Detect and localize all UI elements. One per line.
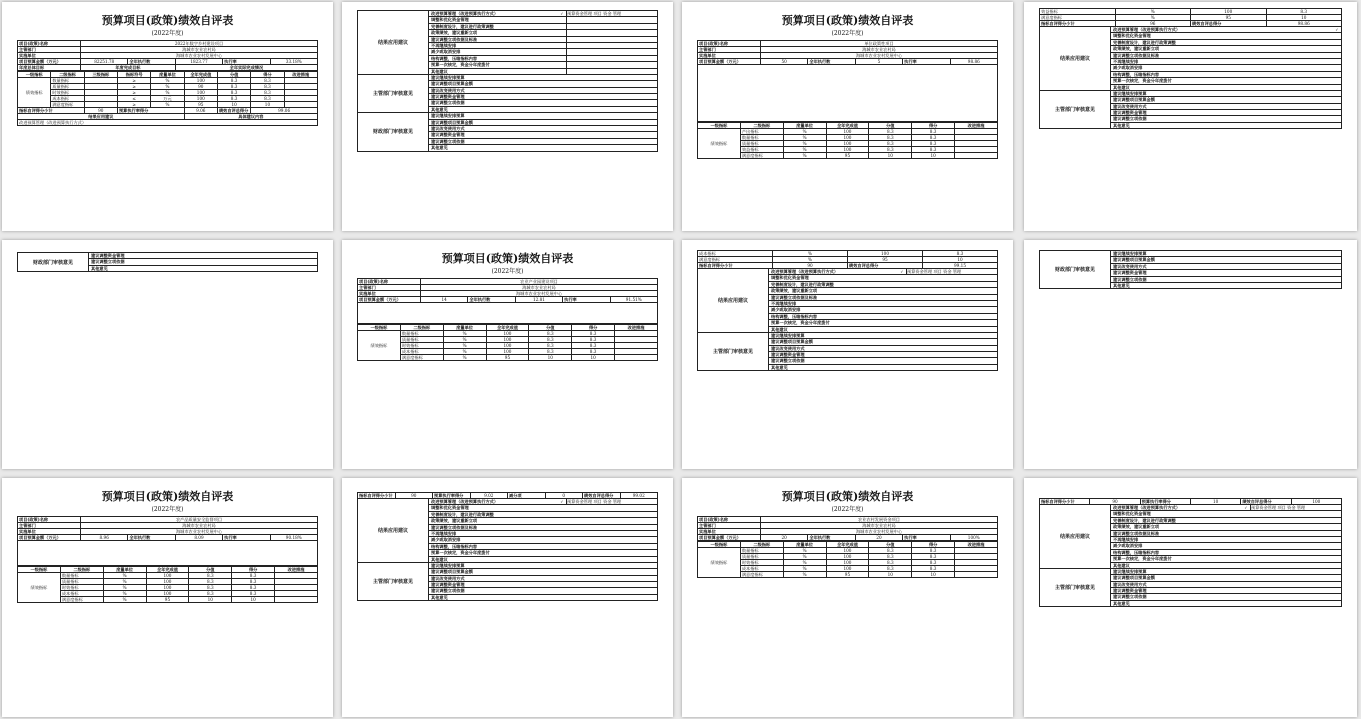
page-title: 预算项目(政策)绩效自评表	[101, 14, 234, 27]
header-table: 项目(政策)名称 农产品质量安全监督项目 主管部门 海城市农业农村局 实施单位 海城市农业农村发展中心 项目预算金额（万元） 8.96 全年执行数 8.09 执行率 90.18%	[17, 516, 318, 541]
indicator-table: 一级指标 二级指标 度量单位 全年完成值 分值 得分 改进措施 绩效指标 数量指标 % 100 8.3 8.3 质量指标 % 100 8.3 8.3 时效指标 % 100 8.3 8.3 成本指标 % 100 8.3 8.3 满意度指标 % 95 10 10	[17, 566, 318, 603]
goal-paragraph	[357, 303, 658, 324]
table-row: 时效指标 ≥ % 100 8.3 8.3	[18, 90, 318, 96]
table-row: 满意度指标 % 95 10	[1040, 15, 1342, 21]
dept-section: 主管部门审核意见 建议继续安排预算 建议调整项目预算金额 建议改变使用方式 建议调整资金管理 建议调整立项依据 其他意见	[697, 333, 998, 371]
finance-section: 财政部门审核意见 建议调整资金管理 建议调整立项依据 其他意见	[17, 252, 318, 272]
table-row: 满意度指标 ≥ % 95 10 10	[18, 102, 318, 108]
header-table: 项目(政策)名称 2022年数字乡村建设项目 主管部门 海城市农业农村局 实施单位 海城市农业农村发展中心 项目预算金额（万元） 82251.78 全年执行数 1823.77 执行率 33.18% 年度总体目标 年度完成目标 全年实际完成情况	[17, 40, 318, 71]
page-year: (2022年度)	[151, 30, 184, 37]
table-row: 满意度指标 % 95 10 10	[698, 153, 998, 159]
table-row: 成本指标 % 100 8.3	[698, 251, 998, 257]
dept-section: 主管部门审核意见 建议继续安排预算 建议调整项目预算金额 建议改变使用方式 建议调整资金管理 建议调整立项依据 其他意见	[1039, 569, 1342, 607]
dept-section: 主管部门审核意见 建议继续安排预算 建议调整项目预算金额 建议改变使用方式 建议调整资金管理 建议调整立项依据 其他意见	[1039, 91, 1342, 129]
indicator-table: 一级指标 二级指标 度量单位 全年完成值 分值 得分 改进措施 绩效指标 数量指标 % 100 8.3 8.3 质量指标 % 100 8.3 8.3 时效指标 % 100 8.3 8.3 成本指标 % 100 8.3 8.3 满意度指标 % 95 10 10	[697, 541, 998, 578]
table-row: 成本指标 % 100 8.3 8.3	[18, 591, 318, 597]
page-thumbnail[interactable]	[682, 240, 1013, 469]
header-table: 项目(政策)名称 单位政策性项目 主管部门 海城市农业农村局 实施单位 海城市农业农村发展中心 项目预算金额（万元） 50 全年执行数 5 执行率 98.86	[697, 40, 998, 65]
page-thumbnail[interactable]: 预算项目(政策)绩效自评表 (2022年度) 项目(政策)名称 农业产业园建设项目 主管部门 海城市农业农村局 实施单位 海城市农业农村发展中心 项目预算金额（万元） 14 全年执行数 12.81 执行率 91.51% 一级指标 二级指标 度量单位 全年完成值 分值 得分 改进措施 绩效指标 数量指标 % 100 8.3 8.3 质量指标 % 100 8.3 8.3 时效指标 % 100 8.3 8.3 成本指标 % 100 8.3 8.3 满意度指标 % 95 10 10	[342, 240, 673, 469]
table-row: 时效指标 % 100 8.3 8.3	[358, 343, 658, 349]
finance-section: 财政部门审核意见 建议继续安排预算 建议调整项目预算金额 建议改变使用方式 建议调整资金管理 建议调整立项依据 其他意见	[357, 113, 658, 151]
table-row: 绩效指标 数量指标 % 100 8.3 8.3	[698, 548, 998, 554]
table-row: 质量指标 % 100 8.3 8.3	[18, 579, 318, 585]
indicator-table-continued: 效益指标 % 100 8.3 满意度指标 % 95 10 指标自评得分小计 96 绩效自评总得分 98.86	[1039, 8, 1342, 27]
indicator-table-continued: 成本指标 % 100 8.3 满意度指标 % 95 10 指标自评得分小计 90 绩效自评总得分 99.15	[697, 250, 998, 269]
table-row: 成本指标 % 100 8.3 8.3	[698, 566, 998, 572]
page-title: 预算项目(政策)绩效自评表	[441, 252, 574, 265]
table-row: 绩效指标 数量指标 % 100 8.3 8.3	[18, 573, 318, 579]
table-row: 效益指标 % 100 8.3 8.3	[698, 147, 998, 153]
page-thumbnail[interactable]	[342, 2, 673, 231]
goal-paragraph	[17, 541, 318, 566]
page-thumbnail[interactable]: 预算项目(政策)绩效自评表 (2022年度) 项目(政策)名称 单位政策性项目 主管部门 海城市农业农村局 实施单位 海城市农业农村发展中心 项目预算金额（万元） 50 全年执行数 5 执行率 98.86 一级指标 二级指标 度量单位 全年完成值 分值 得分 改进措施 绩效指标 产出指标 % 100 8.3 8.3 数量指标 % 100 8.3 8.3 质量指标 % 100 8.3 8.3 效益指标 % 100 8.3 8.3 满意度指标 % 95 10 10	[682, 2, 1013, 231]
table-row: 满意度指标 % 95 10 10	[358, 355, 658, 361]
page-thumbnail[interactable]	[2, 2, 333, 231]
page-title: 预算项目(政策)绩效自评表	[781, 14, 914, 27]
table-row: 效益指标 % 100 8.3	[1040, 9, 1342, 15]
table-row: 时效指标 % 100 8.3 8.3	[18, 585, 318, 591]
suggest-section: 结果应用建议 改进预算管理（改进预算执行方式） ✓ 调整和优化资金管理 完善制度设计，建议进行政策调整 政策绩效，建议重新立项 建议调整立项依据及标准 不再继续安排 减少或取消安排 结构调整，压缩指标内容 预算一次核定，资金分年度拨付 其他建议	[1039, 27, 1342, 91]
table-row: 成本指标 % 100 8.3 8.3	[358, 349, 658, 355]
goal-paragraph	[697, 65, 998, 122]
page-title: 预算项目(政策)绩效自评表	[101, 490, 234, 503]
page-thumbnail[interactable]: 预算项目(政策)绩效自评表 (2022年度) 项目(政策)名称 农业农村发展资金项目 主管部门 海城市农业农村局 实施单位 海城市农业农村发展中心 项目预算金额（万元） 20 全年执行数 20 执行率 100% 一级指标 二级指标 度量单位 全年完成值 分值 得分 改进措施 绩效指标 数量指标 % 100 8.3 8.3 质量指标 % 100 8.3 8.3 时效指标 % 100 8.3 8.3 成本指标 % 100 8.3 8.3 满意度指标 % 95 10 10	[682, 478, 1013, 717]
table-row: 质量指标 % 100 8.3 8.3	[698, 141, 998, 147]
table-row: 满意度指标 % 95 10 10	[698, 572, 998, 578]
page-thumbnail[interactable]: 预算项目(政策)绩效自评表 (2022年度) 项目(政策)名称 农产品质量安全监督项目 主管部门 海城市农业农村局 实施单位 海城市农业农村发展中心 项目预算金额（万元） 8.96 全年执行数 8.09 执行率 90.18% 一级指标 二级指标 度量单位 全年完成值 分值 得分 改进措施 绩效指标 数量指标 % 100 8.3 8.3 质量指标 % 100 8.3 8.3 时效指标 % 100 8.3 8.3 成本指标 % 100 8.3 8.3 满意度指标 % 95 10 10	[2, 478, 333, 717]
table-row: 数量指标 % 100 8.3 8.3	[698, 135, 998, 141]
table-row: 时效指标 % 100 8.3 8.3	[698, 560, 998, 566]
table-row: 满意度指标 % 95 10 10	[18, 597, 318, 603]
suggest-section: 结果应用建议 改进预算管理（改进预算执行方式） ✓ 预算资金管理 项目 资金 管理 调整和优化资金管理 完善制度设计，建议进行政策调整 政策绩效，建议重新立项 建议调整立项依据及标准 不再继续安排 减少或取消安排 结构调整，压缩指标内容 预算一次核定，资金分年度拨付 其他建议	[697, 269, 998, 333]
dept-section: 主管部门审核意见 建议继续安排预算 建议调整项目预算金额 建议改变使用方式 建议调整资金管理 建议调整立项依据 其他意见	[357, 563, 658, 601]
page-thumbnail[interactable]	[2, 240, 333, 469]
table-row: 绩效指标 产出指标 % 100 8.3 8.3	[698, 129, 998, 135]
page-thumbnail[interactable]	[1024, 478, 1357, 717]
page-title: 预算项目(政策)绩效自评表	[781, 490, 914, 503]
score-summary: 指标自评得分小计 90 预算执行率得分 9.02 减分项 0 绩效自评总得分 99.02	[357, 492, 658, 499]
dept-section: 主管部门审核意见 建议继续安排预算 建议调整项目预算金额 建议改变使用方式 建议调整资金管理 建议调整立项依据 其他意见	[357, 75, 658, 113]
page-thumbnail[interactable]	[342, 478, 673, 717]
suggest-section: 结果应用建议 改进预算管理（改进预算执行方式） ✓ 预算资金管理 项目 资金 管理 调整和优化资金管理 完善制度设计，建议进行政策调整 政策绩效，建议重新立项 建议调整立项依据及标准 不再继续安排 减少或取消安排 结构调整，压缩指标内容 预算一次核定，资金分年度拨付 其他建议	[1039, 505, 1342, 569]
table-row: 质量指标 % 100 8.3 8.3	[358, 337, 658, 343]
table-row: 绩效指标 数量指标 % 100 8.3 8.3	[358, 331, 658, 337]
page-thumbnail[interactable]	[1024, 2, 1357, 231]
table-row: 质量指标 ≥ % 90 8.3 8.3	[18, 84, 318, 90]
indicator-table: 一级指标 二级指标 度量单位 全年完成值 分值 得分 改进措施 绩效指标 数量指标 % 100 8.3 8.3 质量指标 % 100 8.3 8.3 时效指标 % 100 8.3 8.3 成本指标 % 100 8.3 8.3 满意度指标 % 95 10 10	[357, 324, 658, 361]
finance-section: 财政部门审核意见 建议继续安排预算 建议调整项目预算金额 建议改变使用方式 建议调整资金管理 建议调整立项依据 其他意见	[1039, 250, 1342, 289]
indicator-table: 一级指标 二级指标 三级指标 指标符号 度量单位 全年完成值 分值 得分 改进措施 绩效指标 数量指标 ≥ % 100 8.3 8.3 质量指标 ≥ % 90 8.3 8.3 时效指标 ≥ % 100 8.3 8.3 成本指标 ≤ 万元 100 8.3 8.3 满意度指标 ≥ % 95 10 10 指标自评得分小计 90 预算执行率得分 9.06 绩效自评总得分 99.06 结果应用建议 具体建议内容 改进预算管理（改进预算执行方式）	[17, 71, 318, 126]
table-row: 绩效指标 数量指标 ≥ % 100 8.3 8.3	[18, 78, 318, 84]
header-table: 项目(政策)名称 农业产业园建设项目 主管部门 海城市农业农村局 实施单位 海城市农业农村发展中心 项目预算金额（万元） 14 全年执行数 12.81 执行率 91.51%	[357, 278, 658, 303]
table-row: 质量指标 % 100 8.3 8.3	[698, 554, 998, 560]
indicator-table: 一级指标 二级指标 度量单位 全年完成值 分值 得分 改进措施 绩效指标 产出指标 % 100 8.3 8.3 数量指标 % 100 8.3 8.3 质量指标 % 100 8.3 8.3 效益指标 % 100 8.3 8.3 满意度指标 % 95 10 10	[697, 122, 998, 159]
table-row: 满意度指标 % 95 10	[698, 257, 998, 263]
header-table: 项目(政策)名称 农业农村发展资金项目 主管部门 海城市农业农村局 实施单位 海城市农业农村发展中心 项目预算金额（万元） 20 全年执行数 20 执行率 100%	[697, 516, 998, 541]
suggest-section: 结果应用建议 改进预算管理（改进预算执行方式） ✓ 预算资金管理 项目 资金 管理 调整和优化资金管理 完善制度设计，建议进行政策调整 政策绩效，建议重新立项 建议调整立项依据及标准 不再继续安排 减少或取消安排 结构调整，压缩指标内容 预算一次核定，资金分年度拨付 其他建议	[357, 10, 658, 75]
suggest-section: 结果应用建议 改进预算管理（改进预算执行方式） ✓ 预算资金管理 项目 资金 管理 调整和优化资金管理 完善制度设计，建议进行政策调整 政策绩效，建议重新立项 建议调整立项依据及标准 不再继续安排 减少或取消安排 结构调整，压缩指标内容 预算一次核定，资金分年度拨付 其他建议	[357, 499, 658, 563]
table-row: 成本指标 ≤ 万元 100 8.3 8.3	[18, 96, 318, 102]
score-summary: 指标自评得分小计 90 预算执行率得分 10 绩效自评总得分 100	[1039, 498, 1342, 505]
page-thumbnail[interactable]	[1024, 240, 1357, 469]
